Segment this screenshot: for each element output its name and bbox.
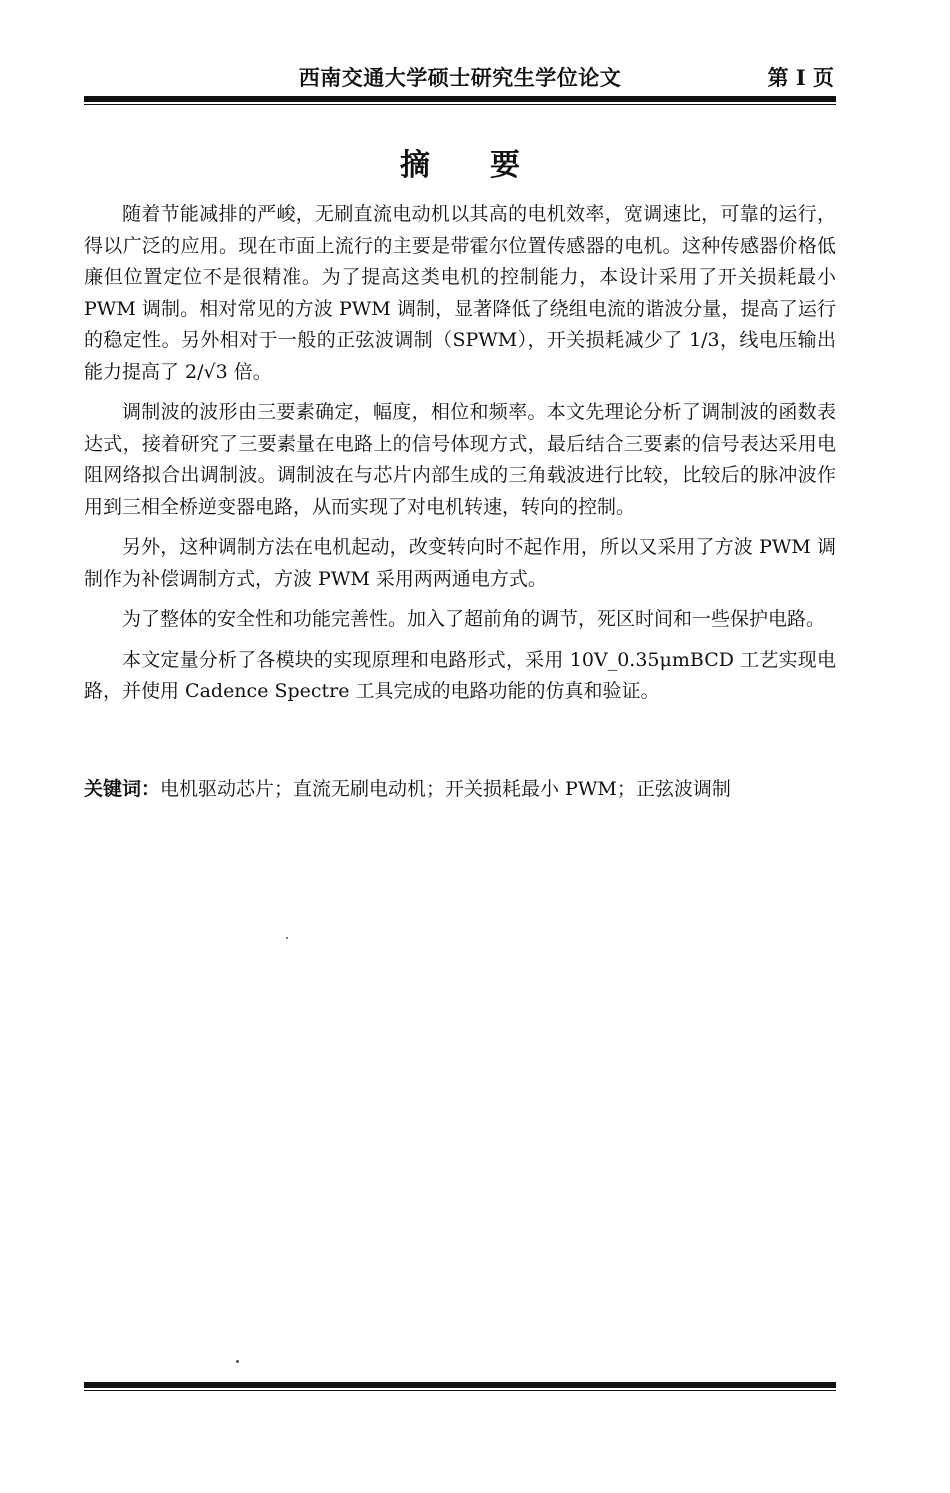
footer-rule xyxy=(84,1382,836,1391)
abstract-paragraph: 另外，这种调制方法在电机起动，改变转向时不起作用，所以又采用了方波 PWM 调制作为补偿调制方式，方波 PWM 采用两两通电方式。 xyxy=(84,536,836,590)
keywords-text: 电机驱动芯片；直流无刷电动机；开关损耗最小 PWM；正弦波调制 xyxy=(160,778,731,800)
scan-speck xyxy=(286,937,288,939)
page-header xyxy=(84,62,836,92)
page-number: 第 I 页 xyxy=(767,65,834,90)
abstract-paragraph: 调制波的波形由三要素确定，幅度，相位和频率。本文先理论分析了调制波的函数表达式，接着研究了三要素量在电路上的信号体现方式，最后结合三要素的信号表达采用电阻网络拟合出调制波。调制波在与芯片内部生成的三角载波进行比较，比较后的脉冲波作用到三相全桥逆变器电路，从而实现了对电机转速，转向的控制。 xyxy=(84,401,836,518)
abstract-paragraph: 为了整体的安全性和功能完善性。加入了超前角的调节，死区时间和一些保护电路。 xyxy=(122,608,826,630)
keywords-line xyxy=(84,774,836,805)
header-rule xyxy=(84,96,836,105)
abstract-heading: 摘要 xyxy=(400,148,580,183)
scan-speck xyxy=(236,1360,239,1363)
abstract-paragraph: 随着节能减排的严峻，无刷直流电动机以其高的电机效率，宽调速比，可靠的运行，得以广泛的应用。现在市面上流行的主要是带霍尔位置传感器的电机。这种传感器价格低廉但位置定位不是很精准。为了提高这类电机的控制能力，本设计采用了开关损耗最小 PWM 调制。相对常见的方波 PWM 调制，显著降低了绕组电流的谐波分量，提高了运行的稳定性。另外相对于一般的正弦波调制（SPWM），开关损耗减少了 1/3，线电压输出能力提高了 2/√3 倍。 xyxy=(84,203,836,383)
abstract-body xyxy=(84,199,836,717)
keywords-label: 关键词： xyxy=(84,778,161,800)
abstract-paragraph: 本文定量分析了各模块的实现原理和电路形式，采用 10V_0.35μmBCD 工艺实现电路，并使用 Cadence Spectre 工具完成的电路功能的仿真和验证。 xyxy=(84,648,836,702)
thesis-header-title: 西南交通大学硕士研究生学位论文 xyxy=(298,65,622,90)
